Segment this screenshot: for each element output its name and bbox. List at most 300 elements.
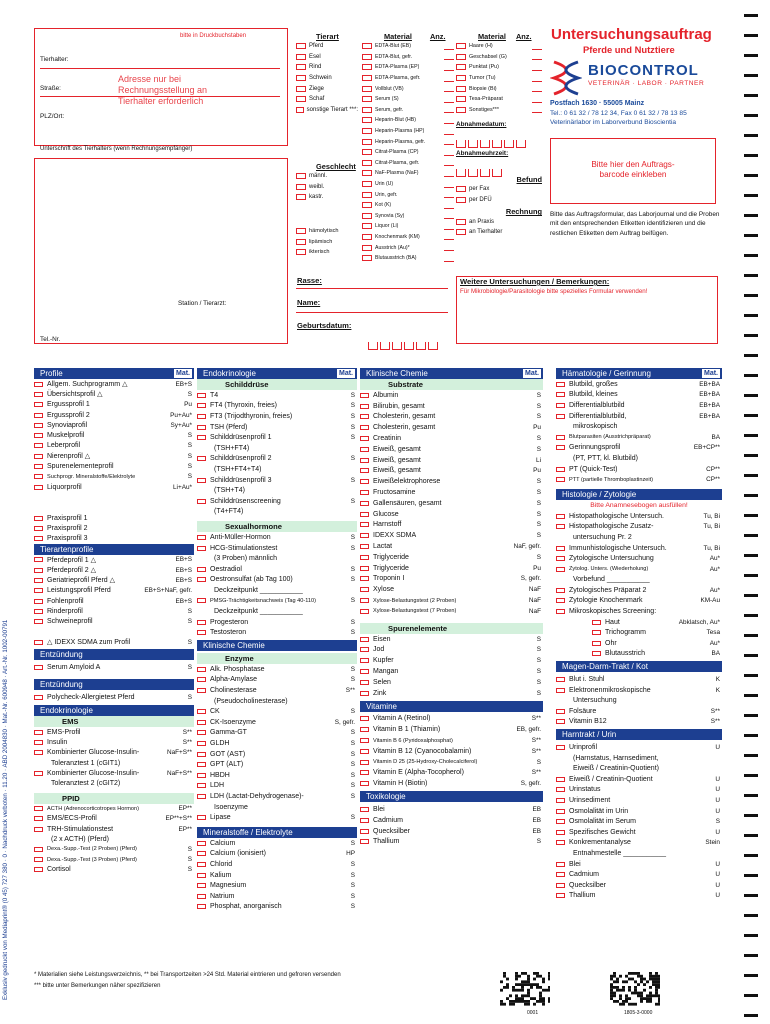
test-row[interactable]	[360, 498, 543, 509]
checkbox[interactable]	[296, 43, 306, 49]
test-row[interactable]	[556, 649, 722, 660]
checkbox[interactable]	[456, 96, 466, 102]
test-row[interactable]	[556, 617, 722, 628]
count-field[interactable]	[444, 223, 454, 230]
count-field[interactable]	[444, 96, 454, 103]
test-row[interactable]	[34, 768, 194, 778]
test-row[interactable]	[197, 685, 357, 696]
checkbox[interactable]	[456, 43, 466, 49]
checkbox[interactable]	[34, 578, 43, 583]
checkbox[interactable]	[556, 688, 565, 693]
checkbox[interactable]	[34, 806, 43, 811]
count-field[interactable]	[532, 85, 542, 92]
checkbox[interactable]	[556, 719, 565, 724]
checkbox[interactable]	[197, 478, 206, 483]
checkbox-item[interactable]	[362, 211, 454, 222]
test-row[interactable]	[34, 778, 194, 788]
checkbox-item[interactable]	[362, 168, 454, 179]
test-row[interactable]	[556, 596, 722, 607]
checkbox[interactable]	[197, 904, 206, 909]
checkbox[interactable]	[360, 749, 369, 754]
checkbox[interactable]	[556, 609, 565, 614]
checkbox[interactable]	[197, 894, 206, 899]
checkbox[interactable]	[556, 872, 565, 877]
checkbox-item[interactable]	[296, 41, 358, 52]
test-row[interactable]	[360, 688, 543, 699]
checkbox[interactable]	[34, 599, 43, 604]
checkbox[interactable]	[197, 841, 206, 846]
test-row[interactable]	[197, 838, 357, 849]
checkbox[interactable]	[296, 239, 306, 245]
test-row[interactable]	[197, 564, 357, 575]
test-row[interactable]	[197, 749, 357, 760]
checkbox[interactable]	[197, 815, 206, 820]
checkbox[interactable]	[362, 64, 372, 70]
checkbox[interactable]	[197, 783, 206, 788]
checkbox[interactable]	[34, 847, 43, 852]
checkbox[interactable]	[197, 688, 206, 693]
test-row[interactable]	[34, 637, 194, 647]
test-row[interactable]	[34, 834, 194, 844]
checkbox[interactable]	[197, 720, 206, 725]
checkbox[interactable]	[296, 64, 306, 70]
checkbox-item[interactable]	[456, 184, 542, 195]
test-row[interactable]	[197, 553, 357, 564]
checkbox[interactable]	[360, 512, 369, 517]
checkbox[interactable]	[362, 234, 372, 240]
test-row[interactable]	[360, 541, 543, 552]
checkbox[interactable]	[197, 535, 206, 540]
checkbox[interactable]	[362, 223, 372, 229]
test-row[interactable]	[197, 891, 357, 902]
checkbox[interactable]	[360, 680, 369, 685]
test-row[interactable]	[360, 645, 543, 656]
checkbox[interactable]	[556, 588, 565, 593]
checkbox[interactable]	[556, 819, 565, 824]
checkbox[interactable]	[362, 54, 372, 60]
test-row[interactable]	[34, 420, 194, 430]
checkbox-item[interactable]	[362, 52, 454, 63]
checkbox-item[interactable]	[362, 242, 454, 253]
checkbox[interactable]	[556, 403, 565, 408]
checkbox[interactable]	[197, 567, 206, 572]
test-row[interactable]	[34, 400, 194, 410]
test-row[interactable]	[34, 472, 194, 482]
checkbox[interactable]	[556, 445, 565, 450]
checkbox[interactable]	[456, 219, 466, 225]
count-field[interactable]	[444, 191, 454, 198]
checkbox[interactable]	[197, 677, 206, 682]
test-row[interactable]	[197, 575, 357, 586]
checkbox[interactable]	[556, 709, 565, 714]
test-row[interactable]	[34, 441, 194, 451]
test-row[interactable]	[556, 411, 722, 422]
checkbox[interactable]	[34, 665, 43, 670]
test-row[interactable]	[197, 432, 357, 443]
test-row[interactable]	[360, 390, 543, 401]
checkbox-item[interactable]	[362, 73, 454, 84]
checkbox[interactable]	[34, 464, 43, 469]
checkbox[interactable]	[592, 620, 601, 625]
checkbox-item[interactable]	[362, 179, 454, 190]
checkbox[interactable]	[592, 651, 601, 656]
checkbox[interactable]	[197, 873, 206, 878]
checkbox[interactable]	[197, 598, 206, 603]
checkbox-item[interactable]	[296, 192, 358, 203]
checkbox[interactable]	[362, 128, 372, 134]
test-row[interactable]	[197, 770, 357, 781]
test-row[interactable]	[197, 781, 357, 792]
test-row[interactable]	[34, 758, 194, 768]
count-field[interactable]	[532, 96, 542, 103]
checkbox[interactable]	[34, 609, 43, 614]
checkbox-item[interactable]	[362, 200, 454, 211]
checkbox[interactable]	[556, 467, 565, 472]
test-row[interactable]	[556, 753, 722, 764]
checkbox[interactable]	[34, 857, 43, 862]
checkbox[interactable]	[362, 43, 372, 49]
test-row[interactable]	[34, 844, 194, 854]
test-row[interactable]	[34, 523, 194, 533]
checkbox[interactable]	[556, 524, 565, 529]
checkbox[interactable]	[456, 197, 466, 203]
test-row[interactable]	[197, 870, 357, 881]
test-row[interactable]	[197, 507, 357, 518]
checkbox[interactable]	[34, 413, 43, 418]
checkbox[interactable]	[197, 393, 206, 398]
test-row[interactable]	[556, 421, 722, 432]
test-row[interactable]	[556, 785, 722, 796]
checkbox-item[interactable]	[362, 158, 454, 169]
test-row[interactable]	[360, 476, 543, 487]
checkbox[interactable]	[456, 64, 466, 70]
test-row[interactable]	[34, 727, 194, 737]
count-field[interactable]	[444, 202, 454, 209]
test-row[interactable]	[197, 606, 357, 617]
test-row[interactable]	[197, 464, 357, 475]
checkbox[interactable]	[556, 556, 565, 561]
test-row[interactable]	[556, 564, 722, 575]
checkbox[interactable]	[197, 425, 206, 430]
test-row[interactable]	[34, 513, 194, 523]
count-field[interactable]	[532, 53, 542, 60]
test-row[interactable]	[556, 717, 722, 728]
test-row[interactable]	[360, 509, 543, 520]
checkbox[interactable]	[362, 255, 372, 261]
checkbox[interactable]	[34, 536, 43, 541]
checkbox[interactable]	[556, 787, 565, 792]
checkbox[interactable]	[197, 403, 206, 408]
checkbox[interactable]	[197, 851, 206, 856]
checkbox[interactable]	[362, 170, 372, 176]
test-row[interactable]	[556, 638, 722, 649]
test-row[interactable]	[34, 410, 194, 420]
test-row[interactable]	[360, 666, 543, 677]
checkbox-item[interactable]	[362, 189, 454, 200]
checkbox[interactable]	[360, 566, 369, 571]
test-row[interactable]	[556, 838, 722, 849]
test-row[interactable]	[34, 814, 194, 824]
test-row[interactable]	[34, 617, 194, 627]
checkbox-item[interactable]	[296, 182, 358, 193]
checkbox[interactable]	[34, 619, 43, 624]
checkbox[interactable]	[34, 730, 43, 735]
test-row[interactable]	[556, 685, 722, 696]
checkbox[interactable]	[197, 883, 206, 888]
checkbox[interactable]	[592, 630, 601, 635]
checkbox[interactable]	[362, 245, 372, 251]
checkbox-item[interactable]	[362, 94, 454, 105]
checkbox-item[interactable]	[296, 73, 358, 84]
test-row[interactable]	[197, 401, 357, 412]
checkbox[interactable]	[360, 760, 369, 765]
test-row[interactable]	[34, 379, 194, 389]
test-row[interactable]	[197, 532, 357, 543]
test-row[interactable]	[556, 827, 722, 838]
checkbox[interactable]	[556, 598, 565, 603]
checkbox-item[interactable]	[362, 83, 454, 94]
checkbox[interactable]	[362, 202, 372, 208]
test-row[interactable]	[360, 757, 543, 768]
test-row[interactable]	[556, 674, 722, 685]
checkbox[interactable]	[362, 213, 372, 219]
checkbox[interactable]	[360, 770, 369, 775]
test-row[interactable]	[197, 475, 357, 486]
count-field[interactable]	[444, 181, 454, 188]
test-row[interactable]	[556, 891, 722, 902]
checkbox[interactable]	[197, 667, 206, 672]
checkbox-item[interactable]	[362, 221, 454, 232]
count-field[interactable]	[444, 128, 454, 135]
test-row[interactable]	[360, 584, 543, 595]
checkbox[interactable]	[360, 658, 369, 663]
count-field[interactable]	[444, 149, 454, 156]
checkbox[interactable]	[556, 414, 565, 419]
checkbox[interactable]	[197, 741, 206, 746]
test-row[interactable]	[360, 530, 543, 541]
checkbox[interactable]	[556, 567, 565, 572]
checkbox[interactable]	[556, 514, 565, 519]
station-box[interactable]	[34, 158, 288, 344]
checkbox[interactable]	[360, 501, 369, 506]
checkbox[interactable]	[197, 620, 206, 625]
checkbox[interactable]	[34, 588, 43, 593]
count-field[interactable]	[444, 75, 454, 82]
checkbox-item[interactable]	[362, 126, 454, 137]
checkbox[interactable]	[34, 433, 43, 438]
test-row[interactable]	[360, 677, 543, 688]
checkbox[interactable]	[556, 830, 565, 835]
checkbox-item[interactable]	[296, 226, 358, 237]
abnahmeuhrzeit-field[interactable]	[456, 159, 542, 171]
test-row[interactable]	[197, 627, 357, 638]
test-row[interactable]	[34, 824, 194, 834]
test-row[interactable]	[556, 795, 722, 806]
test-row[interactable]	[360, 735, 543, 746]
checkbox[interactable]	[197, 730, 206, 735]
checkbox[interactable]	[34, 740, 43, 745]
checkbox[interactable]	[34, 392, 43, 397]
test-row[interactable]	[556, 553, 722, 564]
checkbox[interactable]	[197, 414, 206, 419]
count-field[interactable]	[444, 244, 454, 251]
checkbox[interactable]	[362, 192, 372, 198]
checkbox-item[interactable]	[456, 227, 542, 238]
test-row[interactable]	[360, 466, 543, 477]
checkbox[interactable]	[197, 794, 206, 799]
checkbox[interactable]	[296, 194, 306, 200]
count-field[interactable]	[444, 85, 454, 92]
test-row[interactable]	[360, 487, 543, 498]
test-row[interactable]	[34, 430, 194, 440]
checkbox[interactable]	[360, 609, 369, 614]
test-row[interactable]	[34, 461, 194, 471]
checkbox[interactable]	[197, 435, 206, 440]
count-field[interactable]	[532, 43, 542, 50]
checkbox[interactable]	[556, 883, 565, 888]
test-row[interactable]	[197, 617, 357, 628]
checkbox[interactable]	[197, 752, 206, 757]
count-field[interactable]	[444, 106, 454, 113]
checkbox[interactable]	[296, 228, 306, 234]
count-field[interactable]	[532, 106, 542, 113]
checkbox[interactable]	[197, 709, 206, 714]
test-row[interactable]	[360, 401, 543, 412]
geburtsdatum-field[interactable]	[368, 332, 440, 350]
checkbox[interactable]	[556, 392, 565, 397]
checkbox[interactable]	[34, 423, 43, 428]
test-row[interactable]	[556, 575, 722, 586]
checkbox[interactable]	[556, 477, 565, 482]
test-row[interactable]	[34, 482, 194, 492]
checkbox[interactable]	[456, 229, 466, 235]
checkbox-item[interactable]	[456, 62, 542, 73]
checkbox[interactable]	[296, 173, 306, 179]
checkbox[interactable]	[456, 186, 466, 192]
test-row[interactable]	[360, 655, 543, 666]
test-row[interactable]	[556, 695, 722, 706]
count-field[interactable]	[532, 75, 542, 82]
test-row[interactable]	[556, 806, 722, 817]
checkbox[interactable]	[360, 544, 369, 549]
checkbox[interactable]	[34, 516, 43, 521]
checkbox[interactable]	[34, 474, 43, 479]
checkbox-item[interactable]	[362, 253, 454, 264]
checkbox[interactable]	[360, 490, 369, 495]
test-row[interactable]	[556, 400, 722, 411]
checkbox[interactable]	[362, 75, 372, 81]
test-row[interactable]	[34, 389, 194, 399]
test-row[interactable]	[360, 746, 543, 757]
checkbox-item[interactable]	[362, 136, 454, 147]
test-row[interactable]	[197, 759, 357, 770]
checkbox[interactable]	[34, 485, 43, 490]
checkbox[interactable]	[362, 117, 372, 123]
checkbox[interactable]	[360, 637, 369, 642]
count-field[interactable]	[444, 53, 454, 60]
checkbox[interactable]	[197, 773, 206, 778]
test-row[interactable]	[556, 464, 722, 475]
test-row[interactable]	[360, 778, 543, 789]
checkbox[interactable]	[360, 647, 369, 652]
test-row[interactable]	[197, 443, 357, 454]
checkbox-item[interactable]	[362, 41, 454, 52]
test-row[interactable]	[556, 848, 722, 859]
checkbox[interactable]	[362, 96, 372, 102]
checkbox[interactable]	[360, 598, 369, 603]
checkbox[interactable]	[197, 577, 206, 582]
test-row[interactable]	[556, 532, 722, 543]
checkbox[interactable]	[360, 839, 369, 844]
test-row[interactable]	[360, 552, 543, 563]
test-row[interactable]	[556, 443, 722, 454]
count-field[interactable]	[444, 255, 454, 262]
test-row[interactable]	[34, 738, 194, 748]
checkbox[interactable]	[34, 568, 43, 573]
test-row[interactable]	[360, 768, 543, 779]
test-row[interactable]	[197, 880, 357, 891]
test-row[interactable]	[556, 763, 722, 774]
test-row[interactable]	[360, 412, 543, 423]
test-row[interactable]	[197, 802, 357, 813]
test-row[interactable]	[360, 815, 543, 826]
test-row[interactable]	[197, 496, 357, 507]
checkbox[interactable]	[296, 107, 304, 113]
test-row[interactable]	[34, 748, 194, 758]
checkbox[interactable]	[360, 458, 369, 463]
checkbox[interactable]	[296, 184, 306, 190]
checkbox-item[interactable]	[296, 171, 358, 182]
test-row[interactable]	[34, 662, 194, 673]
checkbox[interactable]	[556, 382, 565, 387]
checkbox[interactable]	[360, 587, 369, 592]
weitere-box[interactable]	[456, 276, 718, 344]
test-row[interactable]	[197, 664, 357, 675]
test-row[interactable]	[360, 563, 543, 574]
checkbox[interactable]	[296, 54, 306, 60]
checkbox[interactable]	[556, 546, 565, 551]
checkbox[interactable]	[197, 862, 206, 867]
test-row[interactable]	[556, 511, 722, 522]
test-row[interactable]	[556, 379, 722, 390]
test-row[interactable]	[360, 520, 543, 531]
checkbox[interactable]	[360, 555, 369, 560]
checkbox[interactable]	[197, 762, 206, 767]
test-row[interactable]	[197, 390, 357, 401]
test-row[interactable]	[34, 451, 194, 461]
count-field[interactable]	[444, 138, 454, 145]
checkbox[interactable]	[360, 669, 369, 674]
checkbox[interactable]	[556, 777, 565, 782]
checkbox[interactable]	[34, 750, 43, 755]
checkbox[interactable]	[362, 181, 372, 187]
checkbox[interactable]	[556, 809, 565, 814]
checkbox[interactable]	[34, 382, 43, 387]
checkbox[interactable]	[34, 557, 43, 562]
test-row[interactable]	[556, 869, 722, 880]
test-row[interactable]	[360, 714, 543, 725]
test-row[interactable]	[197, 849, 357, 860]
checkbox[interactable]	[556, 798, 565, 803]
test-row[interactable]	[556, 816, 722, 827]
checkbox[interactable]	[296, 75, 306, 81]
checkbox-item[interactable]	[456, 94, 542, 105]
test-row[interactable]	[556, 543, 722, 554]
checkbox[interactable]	[34, 827, 43, 832]
checkbox[interactable]	[456, 75, 466, 81]
count-field[interactable]	[444, 233, 454, 240]
test-row[interactable]	[360, 574, 543, 585]
